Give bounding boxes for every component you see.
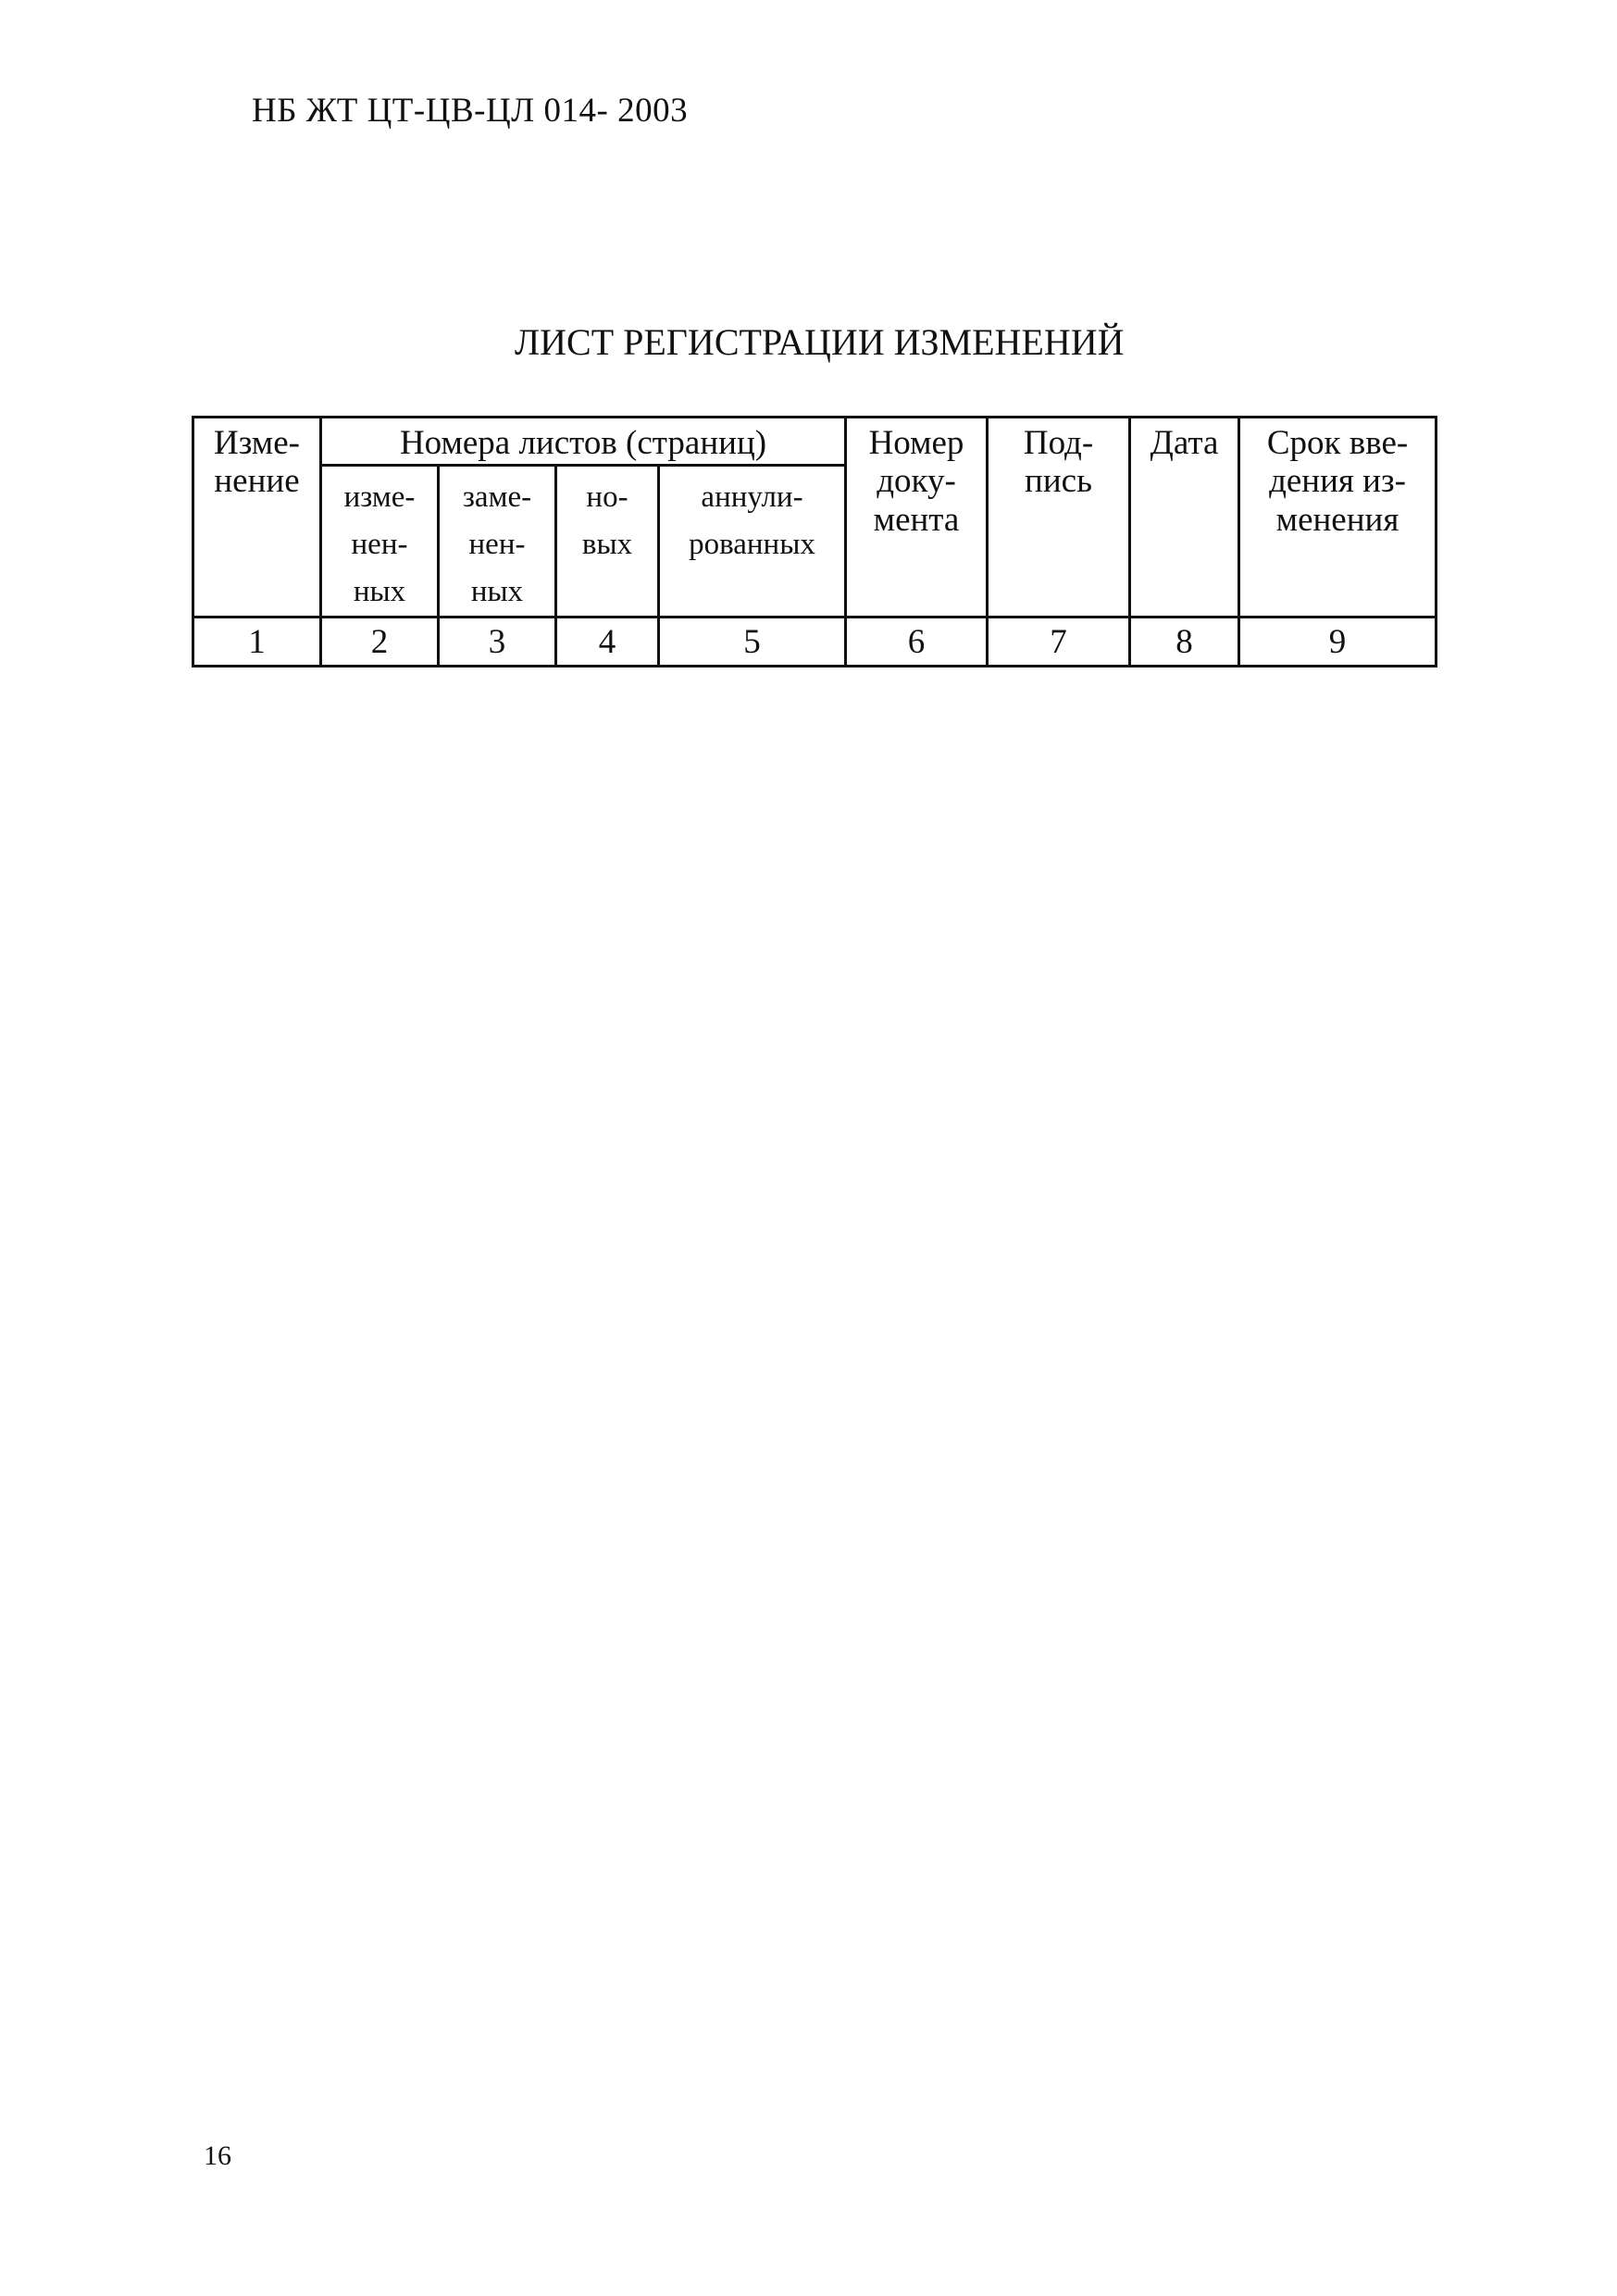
header-replaced-sheets: заме- нен- ных [439,466,556,618]
column-number: 7 [988,618,1130,667]
header-sheet-numbers: Номера листов (страниц) [321,418,846,466]
header-date: Дата [1130,418,1239,618]
column-number: 4 [556,618,659,667]
column-number: 8 [1130,618,1239,667]
document-code: НБ ЖТ ЦТ-ЦВ-ЦЛ 014- 2003 [252,92,689,130]
column-number: 1 [193,618,321,667]
change-registration-table [192,416,1437,668]
header-cancelled-sheets: аннули- рованных [659,466,846,618]
header-new-sheets: но- вых [556,466,659,618]
column-number: 9 [1239,618,1437,667]
page-number: 16 [204,2140,231,2171]
column-number: 3 [439,618,556,667]
header-implementation-term: Срок вве- дения из- менения [1239,418,1437,618]
column-number-row [193,618,1437,667]
column-number: 5 [659,618,846,667]
column-number: 6 [846,618,988,667]
header-change: Изме- нение [193,418,321,618]
sheet-title: ЛИСТ РЕГИСТРАЦИИ ИЗМЕНЕНИЙ [515,321,1125,363]
column-number: 2 [321,618,439,667]
header-changed-sheets: изме- нен- ных [321,466,439,618]
header-document-number: Номер доку- мента [846,418,988,618]
header-signature: Под- пись [988,418,1130,618]
